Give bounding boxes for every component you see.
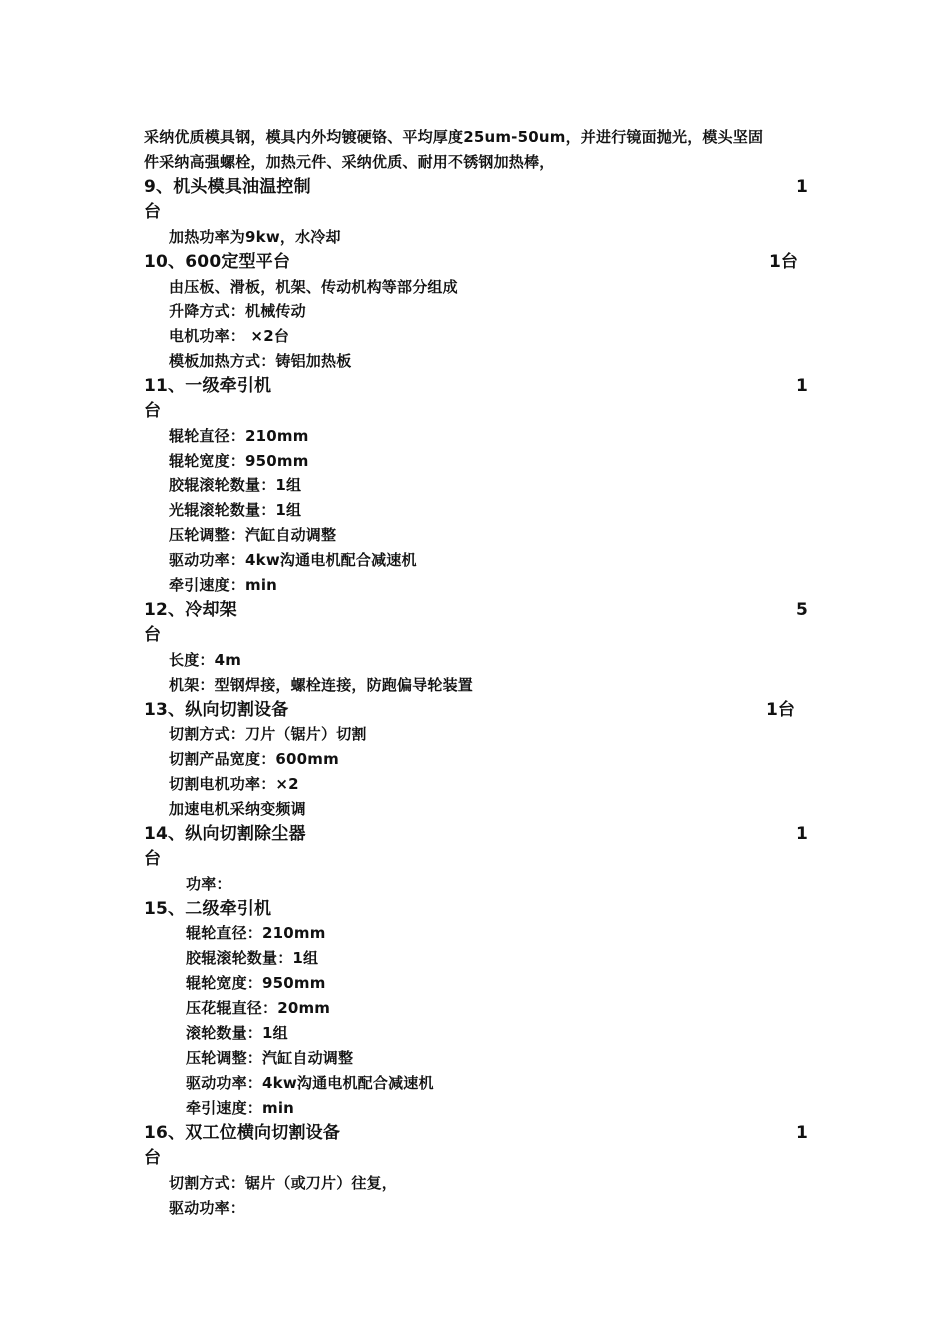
section-11-item: 光辊滚轮数量：1组 bbox=[169, 501, 302, 519]
section-12-item: 机架：型钢焊接，螺栓连接，防跑偏导轮装置 bbox=[169, 676, 474, 694]
section-11-title: 11、一级牵引机 bbox=[144, 376, 272, 396]
section-16-item: 切割方式：锯片（或刀片）往复， bbox=[169, 1174, 398, 1192]
section-11-qty: 1 bbox=[796, 376, 808, 396]
section-10-title: 10、600定型平台 bbox=[144, 252, 291, 272]
section-13-item: 切割产品宽度：600mm bbox=[169, 750, 339, 768]
section-14-title: 14、纵向切割除尘器 bbox=[144, 824, 306, 844]
section-9-item: 加热功率为9kw，水冷却 bbox=[169, 228, 341, 246]
section-11-unit: 台 bbox=[144, 401, 162, 421]
intro-line-1: 采纳优质模具钢，模具内外均镀硬铬、平均厚度25um-50um，并进行镜面抛光，模头坚固 bbox=[144, 128, 764, 146]
section-15-item: 牵引速度：min bbox=[186, 1099, 295, 1117]
section-12-unit: 台 bbox=[144, 625, 162, 645]
section-13-item: 切割电机功率：×2 bbox=[169, 775, 299, 793]
section-10-item: 升降方式：机械传动 bbox=[169, 302, 306, 320]
section-13-item: 切割方式：刀片（锯片）切割 bbox=[169, 725, 367, 743]
section-16-qty: 1 bbox=[796, 1123, 808, 1143]
section-15-title: 15、二级牵引机 bbox=[144, 899, 272, 919]
section-14-qty: 1 bbox=[796, 824, 808, 844]
section-15-item: 辊轮宽度：950mm bbox=[186, 974, 326, 992]
section-13-qty: 1台 bbox=[766, 700, 795, 720]
section-9-title: 9、机头模具油温控制 bbox=[144, 177, 311, 197]
section-15-item: 辊轮直径：210mm bbox=[186, 924, 326, 942]
section-15-item: 胶辊滚轮数量：1组 bbox=[186, 949, 319, 967]
section-10-qty: 1台 bbox=[769, 252, 798, 272]
section-11-item: 胶辊滚轮数量：1组 bbox=[169, 476, 302, 494]
section-13-item: 加速电机采纳变频调 bbox=[169, 800, 306, 818]
section-10-item: 模板加热方式：铸铝加热板 bbox=[169, 352, 352, 370]
section-12-item: 长度：4m bbox=[169, 651, 242, 669]
section-15-item: 压花辊直径：20mm bbox=[186, 999, 331, 1017]
intro-line-2: 件采纳高强螺栓，加热元件、采纳优质、耐用不锈钢加热棒， bbox=[144, 153, 555, 171]
section-11-item: 辊轮直径：210mm bbox=[169, 427, 309, 445]
section-12-title: 12、冷却架 bbox=[144, 600, 237, 620]
section-16-unit: 台 bbox=[144, 1148, 162, 1168]
section-10-item: 由压板、滑板，机架、传动机构等部分组成 bbox=[169, 278, 458, 296]
section-13-title: 13、纵向切割设备 bbox=[144, 700, 289, 720]
section-16-title: 16、双工位横向切割设备 bbox=[144, 1123, 341, 1143]
section-12-qty: 5 bbox=[796, 600, 808, 620]
section-15-item: 驱动功率：4kw沟通电机配合减速机 bbox=[186, 1074, 434, 1092]
section-11-item: 牵引速度：min bbox=[169, 576, 278, 594]
section-15-item: 压轮调整：汽缸自动调整 bbox=[186, 1049, 354, 1067]
section-14-item: 功率： bbox=[186, 875, 232, 893]
section-9-qty: 1 bbox=[796, 177, 808, 197]
section-11-item: 压轮调整：汽缸自动调整 bbox=[169, 526, 337, 544]
section-11-item: 驱动功率：4kw沟通电机配合减速机 bbox=[169, 551, 417, 569]
section-11-item: 辊轮宽度：950mm bbox=[169, 452, 309, 470]
section-16-item: 驱动功率： bbox=[169, 1199, 246, 1217]
section-15-item: 滚轮数量：1组 bbox=[186, 1024, 288, 1042]
section-14-unit: 台 bbox=[144, 849, 162, 869]
section-9-unit: 台 bbox=[144, 202, 162, 222]
section-10-item: 电机功率： ×2台 bbox=[169, 327, 290, 345]
